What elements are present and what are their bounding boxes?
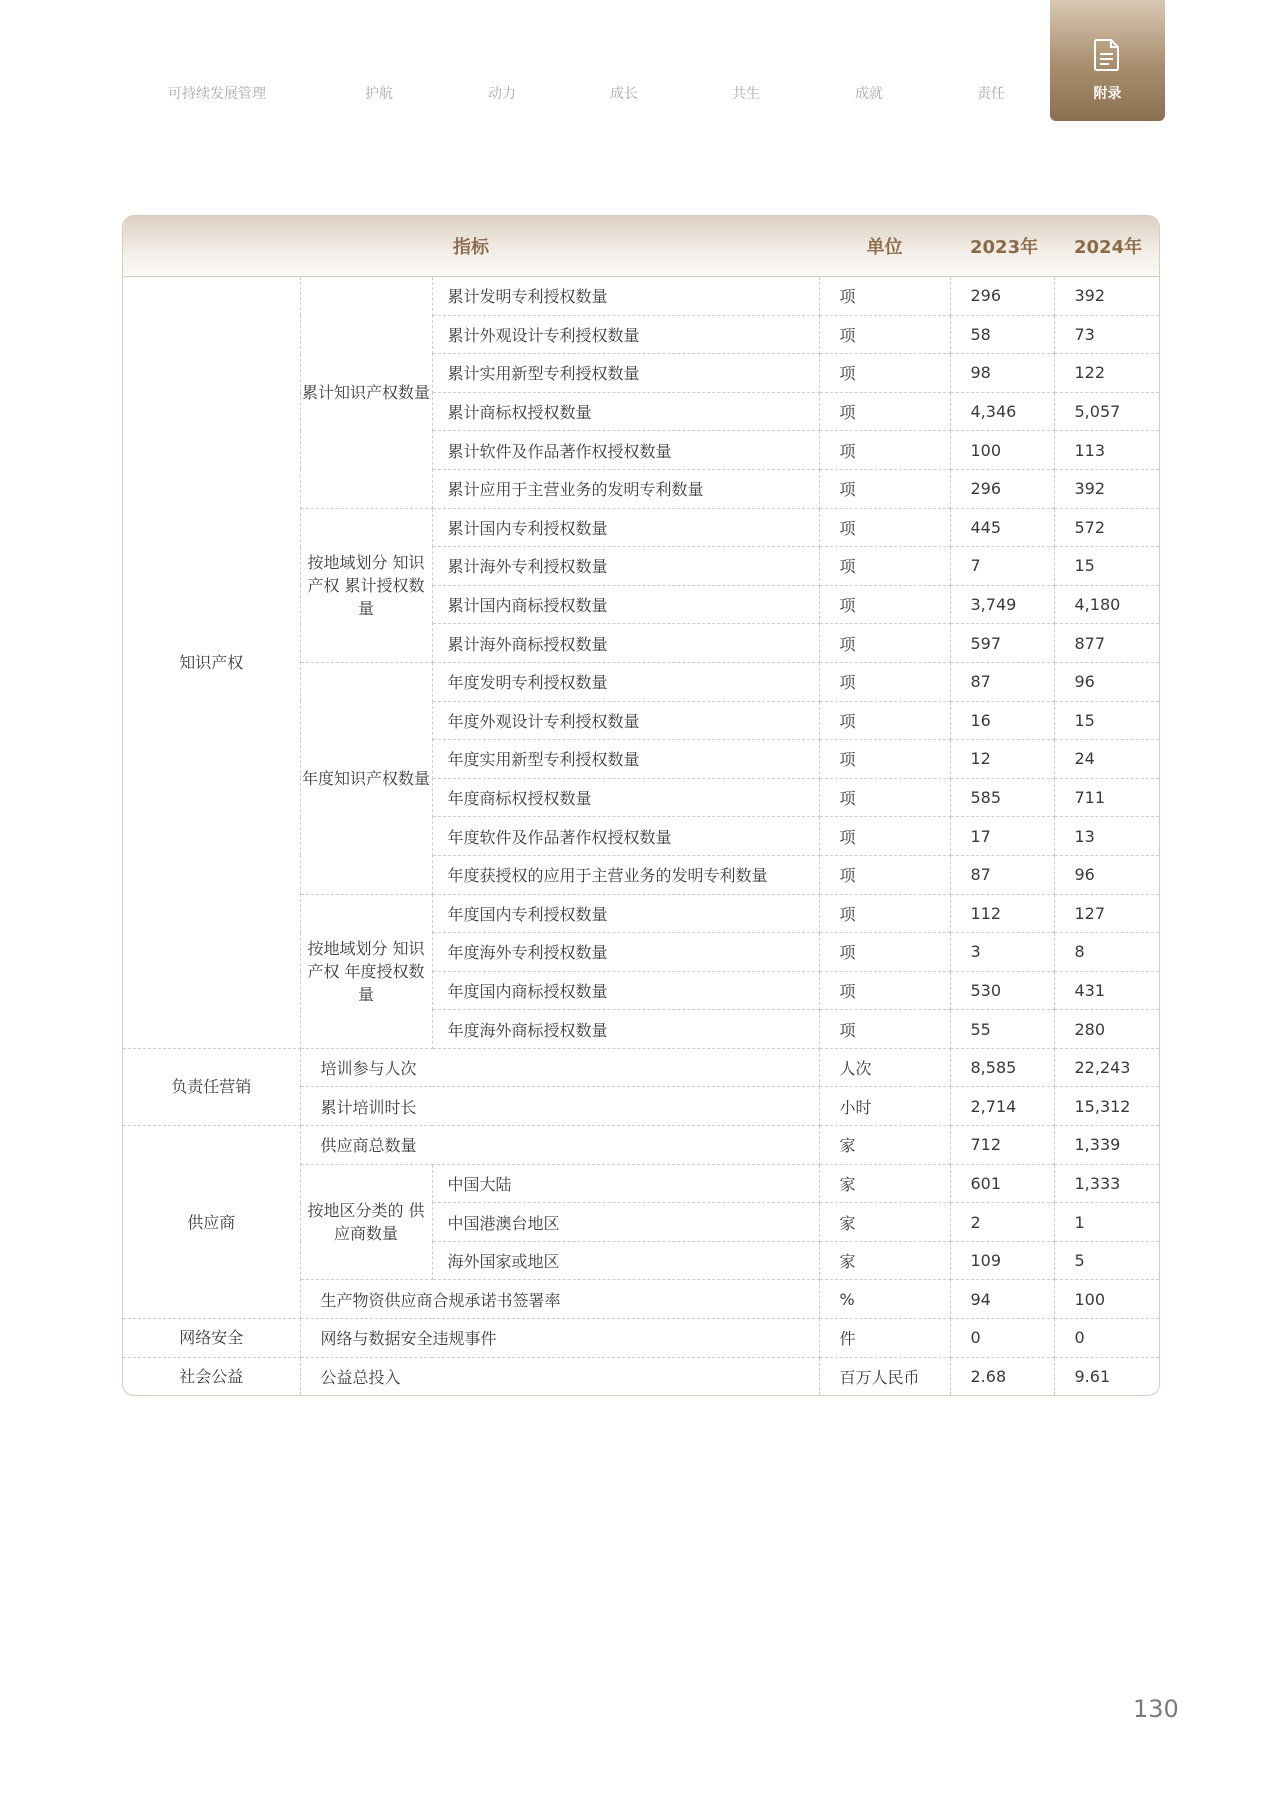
value-2024-cell: 392 (1054, 469, 1159, 508)
header-unit: 单位 (819, 216, 950, 277)
value-2023-cell: 8,585 (950, 1048, 1054, 1087)
table-row (123, 277, 1159, 316)
indicator-cell: 累计外观设计专利授权数量 (432, 315, 819, 354)
indicator-cell: 累计国内专利授权数量 (432, 508, 819, 547)
indicator-cell: 中国港澳台地区 (432, 1203, 819, 1242)
value-2023-cell: 12 (950, 740, 1054, 779)
indicator-cell: 网络与数据安全违规事件 (300, 1319, 819, 1358)
unit-cell: 家 (819, 1126, 950, 1165)
header-2024: 2024年 (1054, 216, 1159, 277)
category-cell: 供应商 (123, 1126, 300, 1319)
value-2024-cell: 877 (1054, 624, 1159, 663)
value-2024-cell: 0 (1054, 1319, 1159, 1358)
indicator-cell: 累计国内商标授权数量 (432, 585, 819, 624)
unit-cell: 项 (819, 547, 950, 586)
subcategory-cell: 累计知识产权数量 (300, 277, 432, 509)
indicator-cell: 年度国内商标授权数量 (432, 971, 819, 1010)
value-2023-cell: 585 (950, 778, 1054, 817)
value-2024-cell: 5 (1054, 1241, 1159, 1280)
unit-cell: 家 (819, 1203, 950, 1242)
unit-cell: 项 (819, 971, 950, 1010)
nav-tab-momentum[interactable]: 动力 (488, 86, 516, 102)
value-2024-cell: 711 (1054, 778, 1159, 817)
indicator-cell: 累计软件及作品著作权授权数量 (432, 431, 819, 470)
indicator-cell: 供应商总数量 (300, 1126, 819, 1165)
top-navigation (0, 0, 1280, 125)
unit-cell: 家 (819, 1164, 950, 1203)
unit-cell: 百万人民币 (819, 1357, 950, 1395)
value-2023-cell: 3 (950, 933, 1054, 972)
unit-cell: 项 (819, 315, 950, 354)
value-2023-cell: 2.68 (950, 1357, 1054, 1395)
unit-cell: 项 (819, 701, 950, 740)
subcategory-cell: 按地区分类的 供应商数量 (300, 1164, 432, 1280)
indicator-cell: 海外国家或地区 (432, 1241, 819, 1280)
value-2023-cell: 445 (950, 508, 1054, 547)
unit-cell: 项 (819, 894, 950, 933)
nav-tab-symbiosis[interactable]: 共生 (732, 86, 760, 102)
unit-cell: 项 (819, 662, 950, 701)
table-row (123, 1357, 1159, 1395)
nav-tab-achievement[interactable]: 成就 (855, 86, 883, 102)
value-2023-cell: 17 (950, 817, 1054, 856)
indicator-cell: 累计应用于主营业务的发明专利数量 (432, 469, 819, 508)
indicator-cell: 年度海外专利授权数量 (432, 933, 819, 972)
value-2023-cell: 601 (950, 1164, 1054, 1203)
value-2024-cell: 13 (1054, 817, 1159, 856)
document-icon (1093, 38, 1121, 72)
unit-cell: 家 (819, 1241, 950, 1280)
subcategory-cell: 按地域划分 知识产权 累计授权数量 (300, 508, 432, 662)
value-2023-cell: 597 (950, 624, 1054, 663)
value-2023-cell: 98 (950, 354, 1054, 393)
value-2024-cell: 15 (1054, 701, 1159, 740)
value-2024-cell: 24 (1054, 740, 1159, 779)
value-2023-cell: 0 (950, 1319, 1054, 1358)
data-table-container (122, 215, 1160, 1396)
indicator-cell: 累计实用新型专利授权数量 (432, 354, 819, 393)
unit-cell: 项 (819, 508, 950, 547)
table-header-row (123, 216, 1159, 277)
value-2023-cell: 712 (950, 1126, 1054, 1165)
value-2023-cell: 4,346 (950, 392, 1054, 431)
indicator-cell: 年度软件及作品著作权授权数量 (432, 817, 819, 856)
value-2024-cell: 100 (1054, 1280, 1159, 1319)
value-2024-cell: 1,339 (1054, 1126, 1159, 1165)
header-indicator: 指标 (123, 216, 819, 277)
indicator-cell: 公益总投入 (300, 1357, 819, 1395)
value-2023-cell: 87 (950, 662, 1054, 701)
indicator-cell: 年度获授权的应用于主营业务的发明专利数量 (432, 855, 819, 894)
unit-cell: 项 (819, 277, 950, 316)
indicator-cell: 年度外观设计专利授权数量 (432, 701, 819, 740)
value-2024-cell: 280 (1054, 1010, 1159, 1049)
unit-cell: % (819, 1280, 950, 1319)
value-2023-cell: 109 (950, 1241, 1054, 1280)
value-2024-cell: 392 (1054, 277, 1159, 316)
value-2023-cell: 16 (950, 701, 1054, 740)
value-2023-cell: 7 (950, 547, 1054, 586)
value-2024-cell: 15,312 (1054, 1087, 1159, 1126)
unit-cell: 项 (819, 855, 950, 894)
nav-tab-growth[interactable]: 成长 (610, 86, 638, 102)
value-2023-cell: 55 (950, 1010, 1054, 1049)
indicator-table (123, 216, 1159, 1395)
value-2023-cell: 87 (950, 855, 1054, 894)
category-cell: 网络安全 (123, 1319, 300, 1358)
value-2024-cell: 431 (1054, 971, 1159, 1010)
value-2023-cell: 296 (950, 469, 1054, 508)
indicator-cell: 生产物资供应商合规承诺书签署率 (300, 1280, 819, 1319)
value-2024-cell: 113 (1054, 431, 1159, 470)
value-2023-cell: 2,714 (950, 1087, 1054, 1126)
page-number: 130 (1133, 1695, 1179, 1723)
indicator-cell: 年度国内专利授权数量 (432, 894, 819, 933)
value-2024-cell: 22,243 (1054, 1048, 1159, 1087)
value-2024-cell: 5,057 (1054, 392, 1159, 431)
indicator-cell: 累计海外商标授权数量 (432, 624, 819, 663)
table-row (123, 1126, 1159, 1165)
subcategory-cell: 年度知识产权数量 (300, 662, 432, 894)
nav-tab-sustainability-management[interactable]: 可持续发展管理 (168, 86, 266, 102)
unit-cell: 项 (819, 624, 950, 663)
unit-cell: 项 (819, 778, 950, 817)
value-2023-cell: 2 (950, 1203, 1054, 1242)
value-2023-cell: 58 (950, 315, 1054, 354)
indicator-cell: 累计商标权授权数量 (432, 392, 819, 431)
value-2024-cell: 15 (1054, 547, 1159, 586)
value-2024-cell: 127 (1054, 894, 1159, 933)
unit-cell: 项 (819, 392, 950, 431)
category-cell: 知识产权 (123, 277, 300, 1049)
value-2024-cell: 8 (1054, 933, 1159, 972)
indicator-cell: 年度实用新型专利授权数量 (432, 740, 819, 779)
value-2024-cell: 122 (1054, 354, 1159, 393)
indicator-cell: 培训参与人次 (300, 1048, 819, 1087)
value-2024-cell: 572 (1054, 508, 1159, 547)
value-2023-cell: 100 (950, 431, 1054, 470)
nav-tab-escort[interactable]: 护航 (365, 86, 393, 102)
unit-cell: 项 (819, 740, 950, 779)
category-cell: 社会公益 (123, 1357, 300, 1395)
value-2023-cell: 296 (950, 277, 1054, 316)
value-2023-cell: 530 (950, 971, 1054, 1010)
table-row (123, 1048, 1159, 1087)
indicator-cell: 累计海外专利授权数量 (432, 547, 819, 586)
value-2023-cell: 94 (950, 1280, 1054, 1319)
unit-cell: 项 (819, 933, 950, 972)
indicator-cell: 年度发明专利授权数量 (432, 662, 819, 701)
unit-cell: 人次 (819, 1048, 950, 1087)
value-2024-cell: 96 (1054, 855, 1159, 894)
header-2023: 2023年 (950, 216, 1054, 277)
unit-cell: 件 (819, 1319, 950, 1358)
unit-cell: 项 (819, 354, 950, 393)
table-body (123, 277, 1159, 1396)
indicator-cell: 累计发明专利授权数量 (432, 277, 819, 316)
nav-tab-appendix[interactable] (1050, 0, 1165, 121)
indicator-cell: 中国大陆 (432, 1164, 819, 1203)
table-row (123, 1319, 1159, 1358)
unit-cell: 项 (819, 585, 950, 624)
value-2024-cell: 4,180 (1054, 585, 1159, 624)
nav-tab-appendix-label: 附录 (1093, 86, 1122, 102)
indicator-cell: 累计培训时长 (300, 1087, 819, 1126)
indicator-cell: 年度海外商标授权数量 (432, 1010, 819, 1049)
category-cell: 负责任营销 (123, 1048, 300, 1125)
nav-tab-responsibility[interactable]: 责任 (977, 86, 1005, 102)
value-2024-cell: 1,333 (1054, 1164, 1159, 1203)
unit-cell: 项 (819, 817, 950, 856)
value-2024-cell: 96 (1054, 662, 1159, 701)
subcategory-cell: 按地域划分 知识产权 年度授权数量 (300, 894, 432, 1048)
value-2023-cell: 3,749 (950, 585, 1054, 624)
unit-cell: 小时 (819, 1087, 950, 1126)
unit-cell: 项 (819, 469, 950, 508)
value-2024-cell: 9.61 (1054, 1357, 1159, 1395)
value-2024-cell: 73 (1054, 315, 1159, 354)
value-2024-cell: 1 (1054, 1203, 1159, 1242)
unit-cell: 项 (819, 431, 950, 470)
unit-cell: 项 (819, 1010, 950, 1049)
value-2023-cell: 112 (950, 894, 1054, 933)
indicator-cell: 年度商标权授权数量 (432, 778, 819, 817)
